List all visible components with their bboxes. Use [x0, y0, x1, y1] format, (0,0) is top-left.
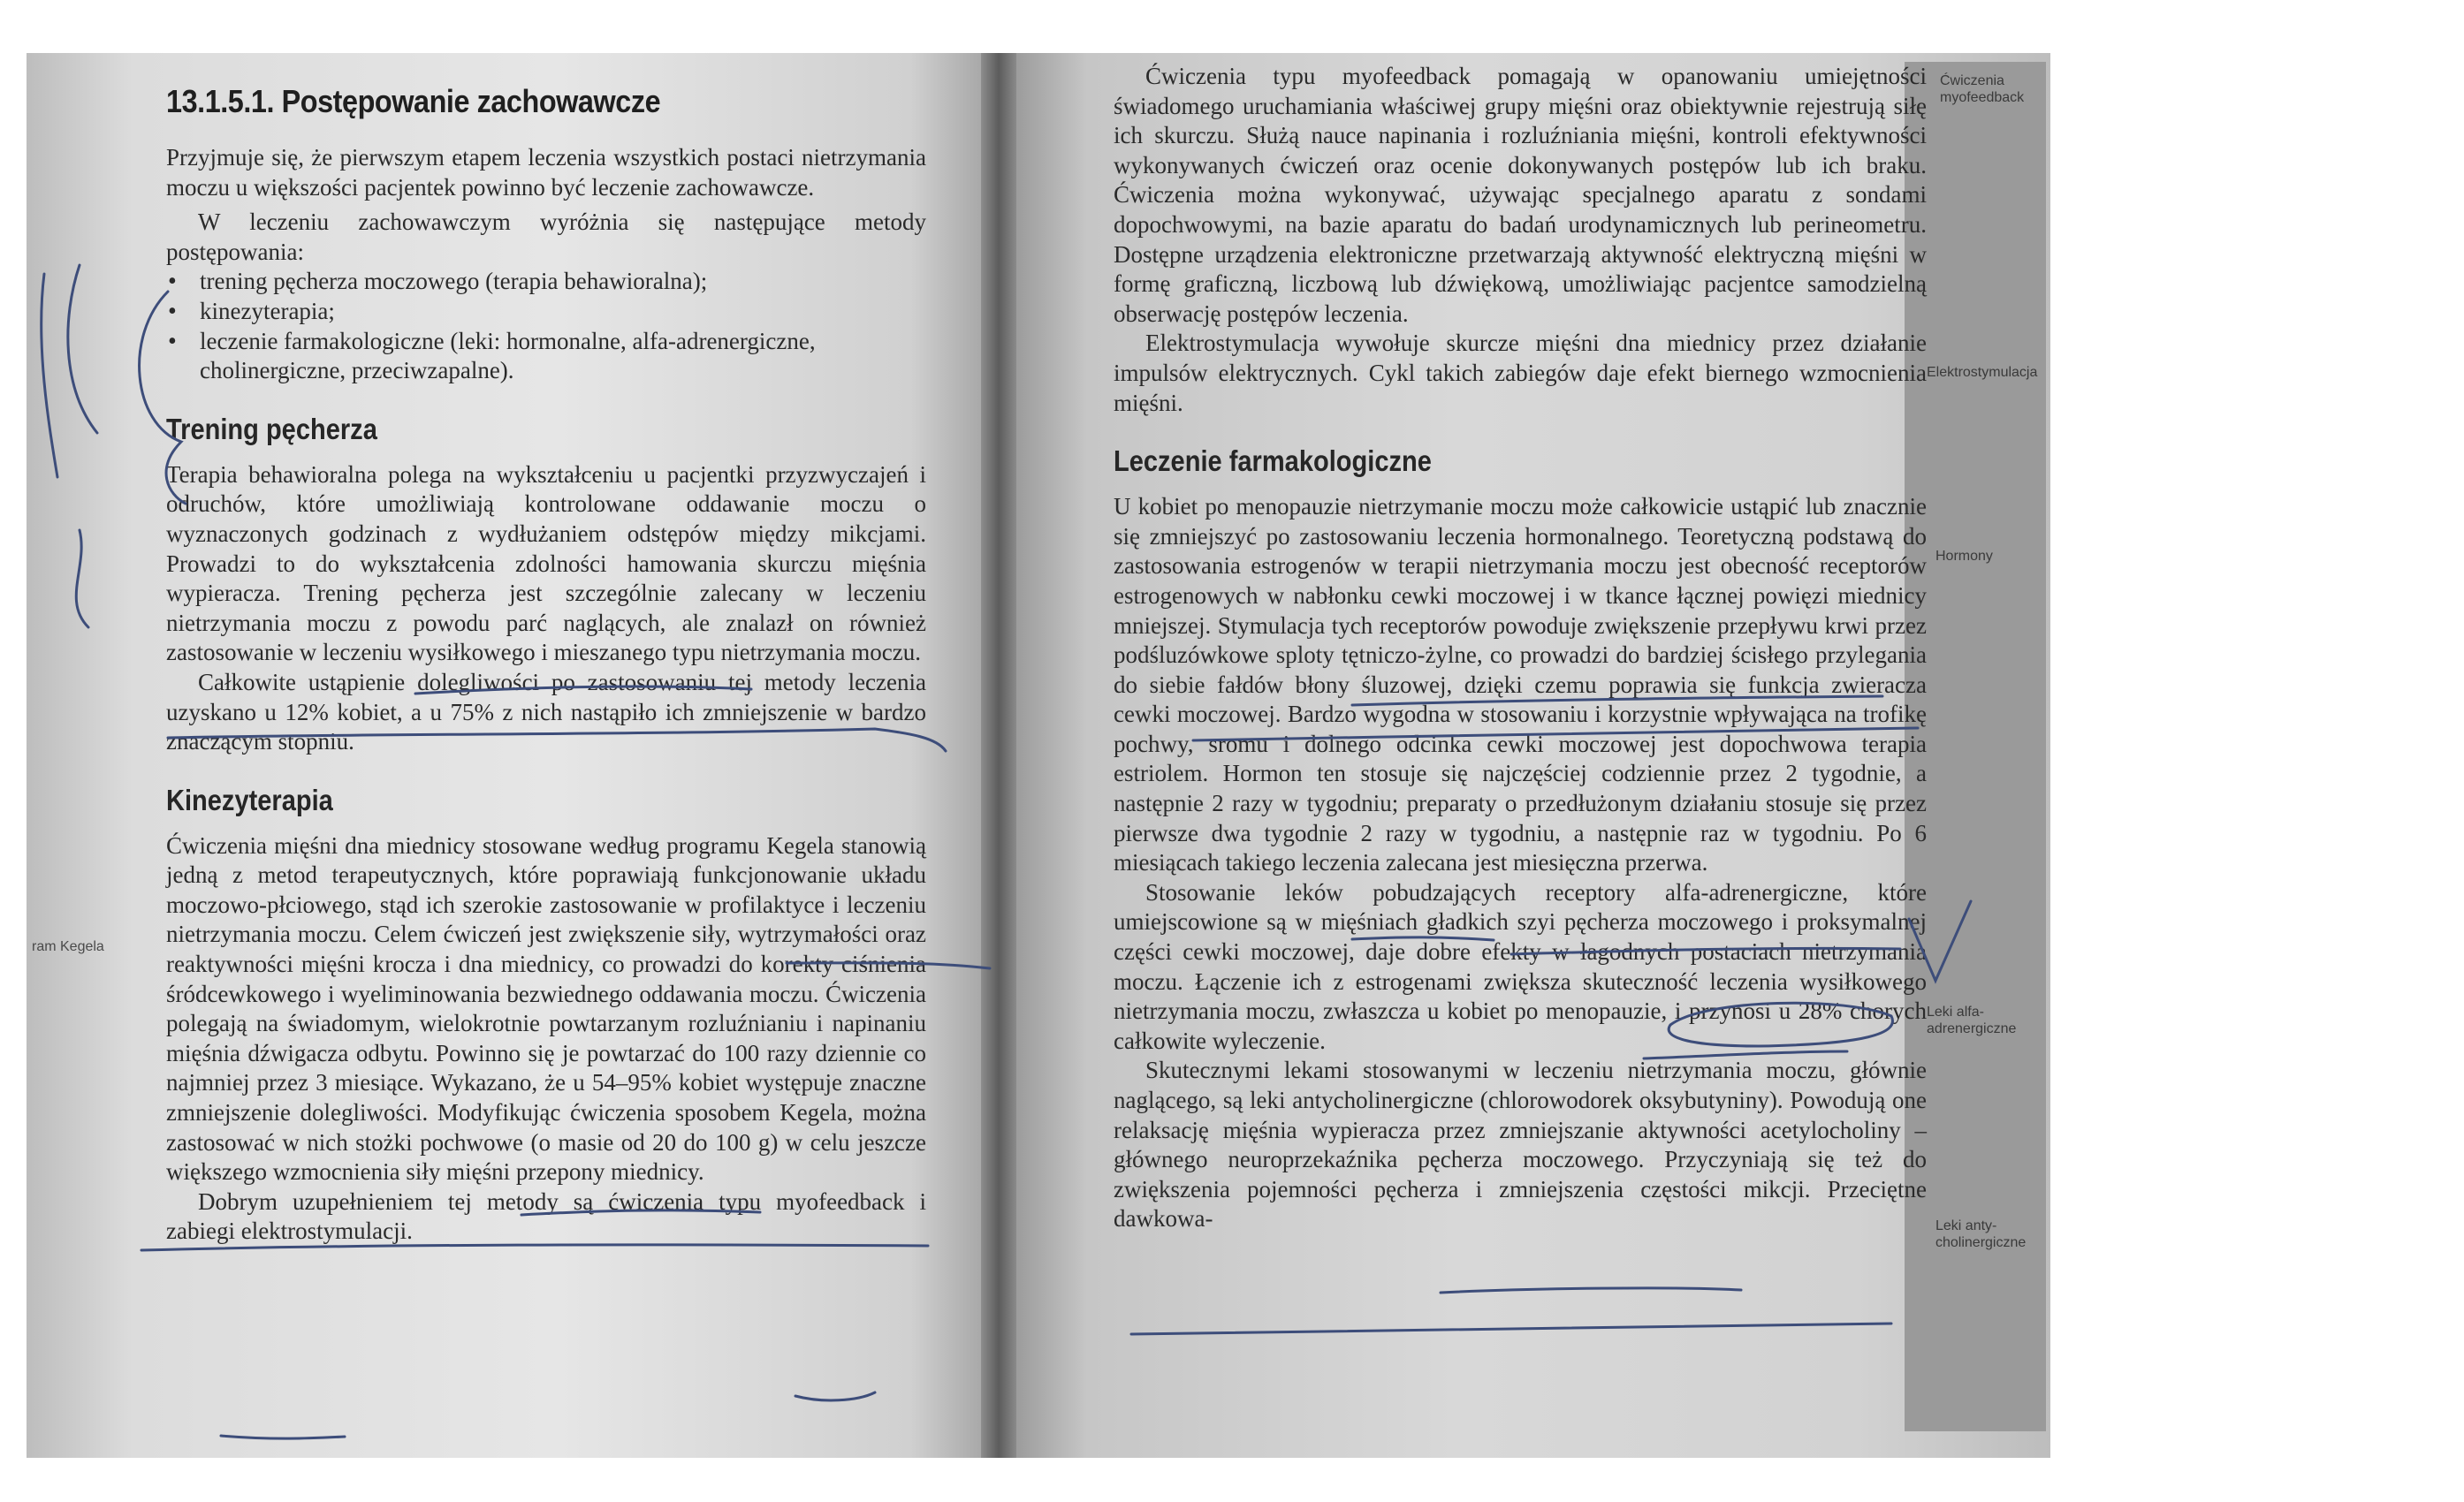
side-label-kegel: ram Kegela: [32, 939, 104, 954]
margin-note-myofeedback: Ćwiczenia myofeedback: [1940, 73, 2025, 105]
section-title: 13.1.5.1. Postępowanie zachowawcze: [166, 83, 661, 119]
margin-note-hormony: Hormony: [1935, 549, 1993, 564]
list-item: • trening pęcherza moczowego (terapia behawioralna);: [200, 267, 926, 297]
right-page: [1016, 53, 2050, 1458]
right-page-text: [1114, 62, 1927, 1234]
kinezy-paragraph-1: Ćwiczenia mięśni dna miednicy stosowane według programu Kegela stanowią jedną z metod terapeutycznych, które poprawiają funkcjonowanie układu moczowo-płciowego, stąd ich szerokie zastosowanie w profilaktyce i leczeniu nietrzymania moczu. Celem ćwiczeń jest zwiększenie siły, wytrzymałości oraz reaktywności mięśni krocza i dna miednicy, co prowadzi do korekty ciśnienia śródcewkowego i wyeliminowania bezwiednego oddawania moczu. Ćwiczenia polegają na świadomym, wielokrotnie powtarzanym rozluźnianiu i napinaniu mięśnia dźwigacza odbytu. Powinno się je powtarzać do 100 razy dziennie co najmniej przez 3 miesiące. Wykazano, że u 54–95% kobiet występuje znaczne zmniejszenie dolegliwości. Modyfikując ćwiczenia sposobem Kegela, można zastosować w nich stożki pochwowe (o masie od 20 do 100 g) w celu jeszcze większego wzmocnienia siły mięśni przepony miednicy.: [166, 831, 926, 1186]
myofeedback-paragraph: Ćwiczenia typu myofeedback pomagają w opanowaniu umiejętności świadomego uruchamiania właściwej grupy mięśni oraz obiektywnie rejestrują siłę ich skurczu. Służą nauce napinania i rozluźniania mięśni, kontroli efektywności wykonywanych ćwiczeń oraz ocenie dokonywanych postępów lub ich braku. Ćwiczenia można wykonywać, używając specjalnego aparatu z sondami dopochwowymi, na bazie aparatu do badań urodynamicznych lub perineometru. Dostępne urządzenia elektroniczne przetwarzają aktywność elektryczną mięśni w formę graficzną, liczbową lub dźwiękową, umożliwiając pacjentce samodzielną obserwację postępów leczenia.: [1114, 63, 1927, 327]
list-item: • kinezyterapia;: [200, 297, 926, 327]
intro-paragraph-2: W leczeniu zachowawczym wyróżnia się następujące metody postępowania:: [166, 209, 926, 265]
left-page: [27, 53, 981, 1458]
heading-trening: Trening pęcherza: [166, 412, 377, 445]
alfa-paragraph: Stosowanie leków pobudzających receptory alfa-adrenergiczne, które umiejscowione są w mięśniach gładkich szyi pęcherza moczowego i proksymalnej części cewki moczowej, daje dobre efekty w łagodnych postaciach nietrzymania moczu. Łączenie ich z estrogenami zwiększa skuteczność leczenia wysiłkowego nietrzymania moczu, zwłaszcza u kobiet po menopauzie, i przynosi u 28% chorych całkowite wyleczenie.: [1114, 878, 1927, 1054]
methods-list: [166, 267, 926, 385]
margin-note-antycholinergiczne: Leki anty-cholinergiczne: [1935, 1218, 2027, 1250]
scanned-spread: [27, 53, 2050, 1458]
book-gutter: [981, 53, 1016, 1458]
intro-paragraph-1: Przyjmuje się, że pierwszym etapem leczenia wszystkich postaci nietrzymania moczu u większości pacjentek powinno być leczenie zachowawcze.: [166, 144, 926, 201]
elektrostymulacja-paragraph: Elektrostymulacja wywołuje skurcze mięśni dna miednicy przez działanie impulsów elektrycznych. Cykl takich zabiegów daje efekt biernego wzmocnienia mięśni.: [1114, 330, 1927, 416]
left-page-text: [166, 83, 926, 1247]
antycholinergiczne-paragraph: Skutecznymi lekami stosowanymi w leczeniu nietrzymania moczu, głównie naglącego, są leki antycholinergiczne (chlorowodorek oksybutyniny). Powodują one relaksację mięśnia wypieracza przez zmniejszanie aktywności acetylocholiny – głównego neuroprzekaźnika pęcherza moczowego. Przyczyniają się też do zwiększenia pojemności pęcherza i zmniejszenia częstości mikcji. Przeciętne dawkowa-: [1114, 1057, 1927, 1233]
list-item: • leczenie farmakologiczne (leki: hormonalne, alfa-adrenergiczne, cholinergiczne, przeciwzapalne).: [200, 327, 926, 386]
heading-kinezyterapia: Kinezyterapia: [166, 783, 333, 816]
hormony-paragraph: U kobiet po menopauzie nietrzymanie moczu może całkowicie ustąpić lub znacznie się zmniejszyć po zastosowaniu leczenia hormonalnego. Teoretyczną podstawą do zastosowania estrogenów w terapii nietrzymania moczu jest obecność receptorów estrogenowych w nabłonku cewki moczowej i w tkance łącznej powięzi miednicy mniejszej. Stymulacja tych receptorów powoduje zwiększenie przepływu krwi przez podśluzówkowe sploty tętniczo-żylne, co prowadzi do bardziej ścisłego przylegania do siebie fałdów błony śluzowej, dzięki czemu poprawia się funkcja zwieracza cewki moczowej. Bardzo wygodna w stosowaniu i korzystnie wpływająca na trofikę pochwy, sromu i dolnego odcinka cewki moczowej jest dopochwowa terapia estriolem. Hormon ten stosuje się najczęściej codziennie przez 2 tygodnie, a następnie 2 razy w tygodniu; preparaty o przedłużonym działaniu stosuje się przez pierwsze dwa tygodnie 2 razy w tygodniu, a następnie raz w tygodniu. Po 6 miesiącach takiego leczenia zalecana jest miesięczna przerwa.: [1114, 493, 1927, 876]
margin-note-elektrostymulacja: Elektrostymulacja: [1927, 365, 2038, 380]
trening-paragraph-1: Terapia behawioralna polega na wykształceniu u pacjentki przyzwyczajeń i odruchów, które umożliwiają kontrolowane oddawanie moczu o wyznaczonych godzinach z wydłużaniem odstępów między mikcjami. Prowadzi to do wykształcenia zdolności hamowania skurczu mięśnia wypieracza. Trening pęcherza jest szczególnie zalecany w leczeniu nietrzymania moczu z powodu parć naglących, ale znalazł on również zastosowanie w leczeniu wysiłkowego i mieszanego typu nietrzymania moczu.: [166, 460, 926, 666]
trening-paragraph-2: Całkowite ustąpienie dolegliwości po zastosowaniu tej metody leczenia uzyskano u 12% kobiet, a u 75% z nich nastąpiło ich zmniejszenie w bardzo znaczącym stopniu.: [166, 668, 926, 755]
heading-farmakologiczne: Leczenie farmakologiczne: [1114, 444, 1432, 478]
kinezy-paragraph-2: Dobrym uzupełnieniem tej metody są ćwiczenia typu myofeedback i zabiegi elektrostymulacji.: [166, 1187, 926, 1245]
margin-note-alfa: Leki alfa-adrenergiczne: [1927, 1005, 2017, 1036]
